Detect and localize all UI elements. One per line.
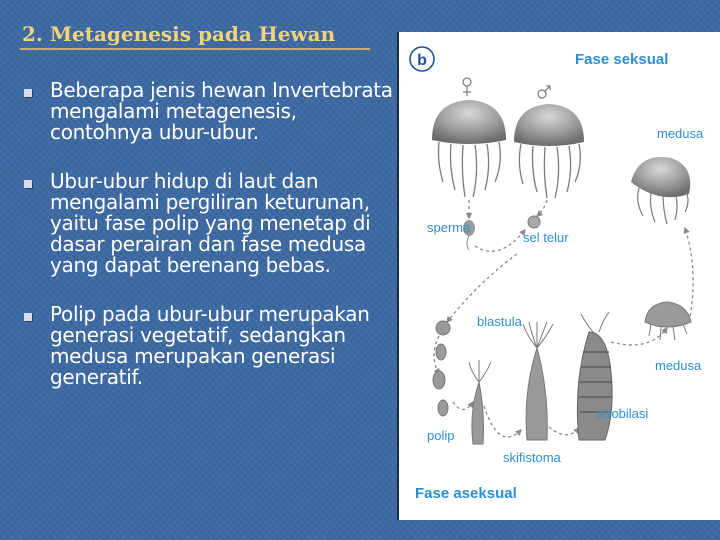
slide-title: 2. Metagenesis pada Hewan [22,22,336,46]
arrow-larva-to-polyp [453,402,473,410]
egg-cell-illustration [528,216,540,228]
label-fase-seksual: Fase seksual [575,51,669,68]
jellyfish-life-cycle-figure [397,32,720,520]
blastula-illustration [436,321,450,335]
label-medusa-bottom: medusa [655,358,702,373]
panel-letter: b [417,52,427,69]
medusa-female-illustration [432,100,506,197]
label-fase-aseksual: Fase aseksual [415,485,517,502]
bullet-text: Ubur-ubur hidup di laut dan mengalami pergiliran keturunan, yaitu fase polip yang menetap di dasar perairan dan fase medusa yang dapat berenang bebas. [50,169,371,277]
label-strobilasi: strobilasi [597,406,649,421]
label-sperma: sperma [427,220,471,235]
bullet-item [20,80,400,143]
ephyra-illustration [645,302,691,340]
panel-letter-badge [410,47,434,71]
bullet-text: Polip pada ubur-ubur merupakan generasi vegetatif, sedangkan medusa merupakan generasi generatif. [50,302,370,389]
bullet-item [20,171,400,276]
female-symbol-icon [463,78,471,96]
medusa-male-illustration [514,104,584,198]
arrow-ephyra-to-medusa [685,228,693,322]
square-bullet-icon [24,180,32,188]
arrow-polyp-to-scyphistoma [484,406,521,437]
arrow-fertilization [475,230,525,251]
bullet-item [20,304,400,388]
male-symbol-icon [538,86,550,98]
arrow-medusa-to-egg [537,200,547,216]
arrow-to-blastula [447,254,517,322]
square-bullet-icon [24,89,32,97]
label-polip: polip [427,428,455,443]
label-medusa-top: medusa [657,126,704,141]
arrow-to-strobila [549,427,579,435]
title-underline [20,48,370,50]
label-sel-telur: sel telur [523,230,569,245]
bullet-text: Beberapa jenis hewan Invertebrata mengalami metagenesis, contohnya ubur-ubur. [50,78,393,144]
planula-larva-illustration [433,344,448,416]
scyphistoma-illustration [523,322,553,440]
square-bullet-icon [24,313,32,321]
label-blastula: blastula [477,314,522,329]
label-skifistoma: skifistoma [503,450,561,465]
bullet-list [20,80,400,416]
arrow-strobila-to-ephyra [611,328,667,345]
life-cycle-diagram [399,32,720,520]
medusa-right-illustration [631,157,690,224]
